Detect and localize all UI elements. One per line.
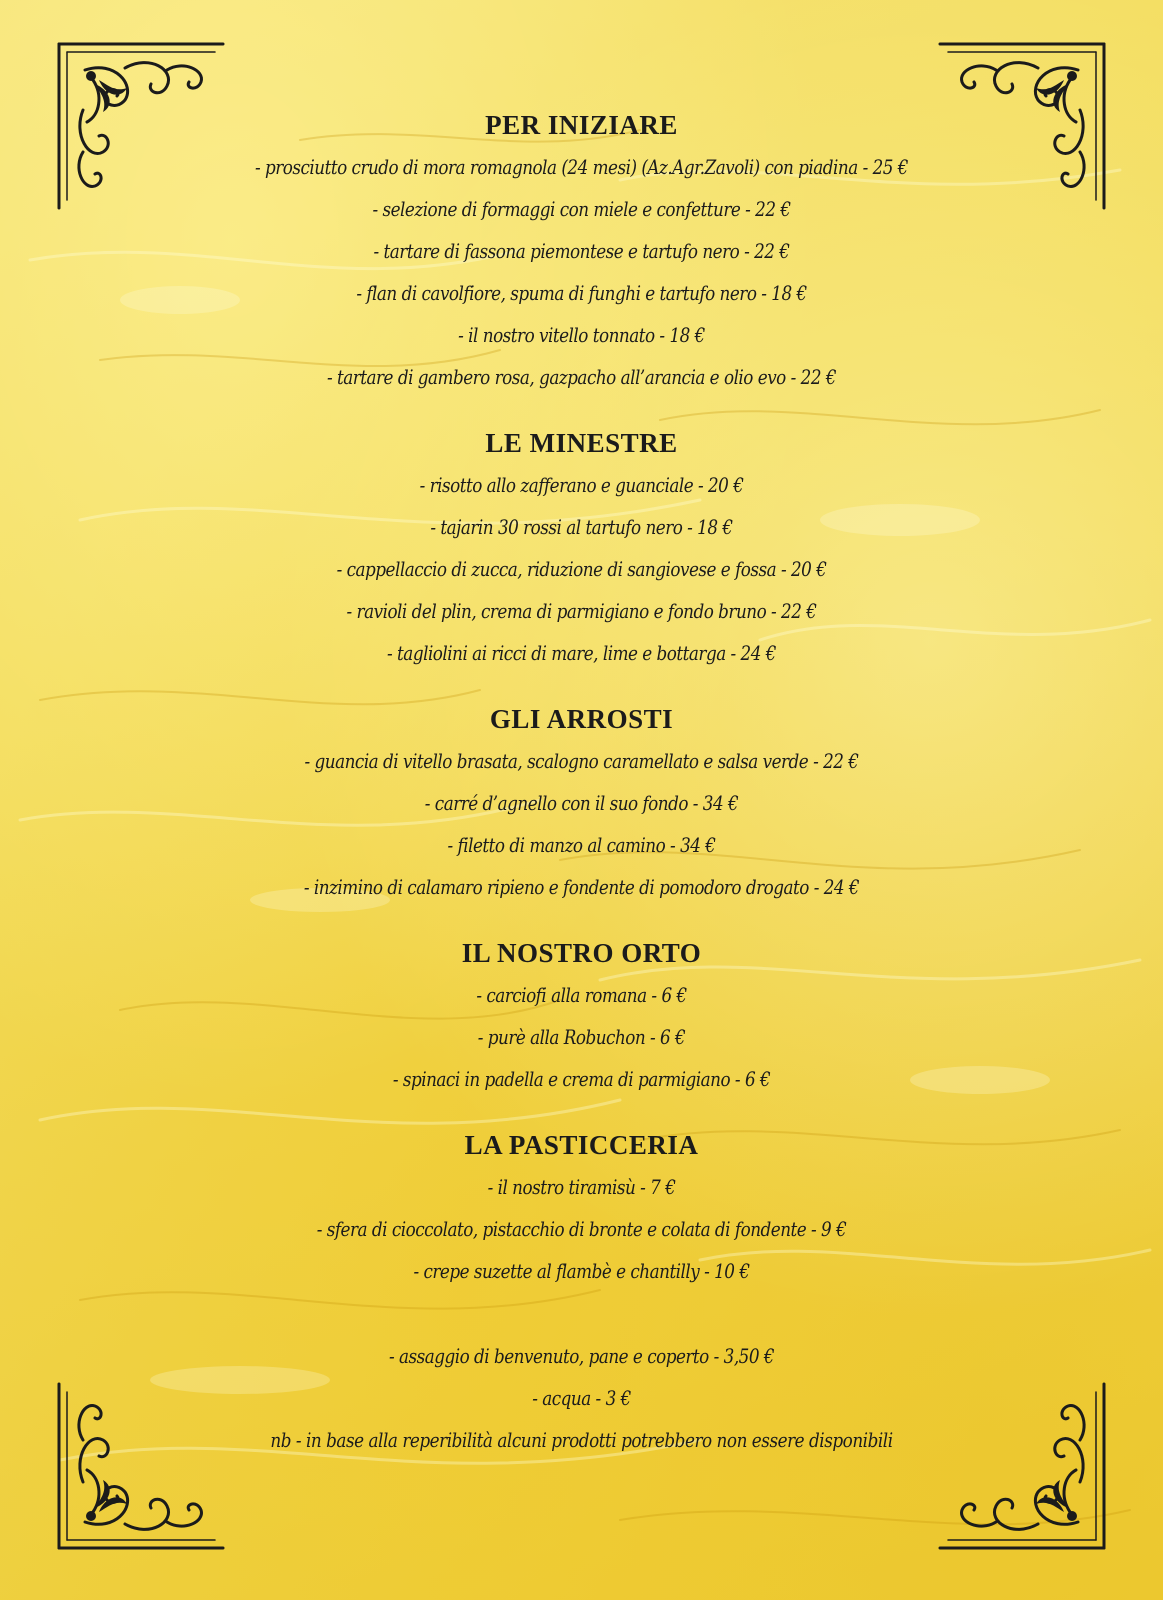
menu-item: - guancia di vitello brasata, scalogno caramellato e salsa verde - 22 €: [304, 749, 859, 773]
section-spacer: [100, 1292, 1063, 1335]
section-spacer: [100, 398, 1063, 422]
menu-item: - cappellaccio di zucca, riduzione di sangiovese e fossa - 20 €: [336, 557, 827, 581]
section-per-iniziare: [100, 104, 1063, 398]
extra-item: - acqua - 3 €: [532, 1386, 631, 1410]
menu-item: - tagliolini ai ricci di mare, lime e bottarga - 24 €: [387, 641, 776, 665]
section-il-nostro-orto: [100, 932, 1063, 1100]
availability-note: nb - in base alla reperibilità alcuni prodotti potrebbero non essere disponibili: [270, 1428, 893, 1452]
section-title: IL NOSTRO ORTO: [461, 938, 702, 968]
extras: [100, 1335, 1063, 1461]
menu-item: - sfera di cioccolato, pistacchio di bronte e colata di fondente - 9 €: [316, 1217, 847, 1241]
menu-item: - crepe suzette al flambè e chantilly - 10 €: [413, 1259, 750, 1283]
section-title: LA PASTICCERIA: [464, 1130, 699, 1160]
menu-item: - spinaci in padella e crema di parmigiano - 6 €: [392, 1067, 771, 1091]
section-gli-arrosti: [100, 698, 1063, 908]
section-title: LE MINESTRE: [485, 428, 678, 458]
section-spacer: [100, 674, 1063, 698]
menu-item: - purè alla Robuchon - 6 €: [477, 1025, 686, 1049]
menu-item: - flan di cavolfiore, spuma di funghi e tartufo nero - 18 €: [356, 281, 807, 305]
section-title: PER INIZIARE: [485, 110, 678, 140]
menu-item: - tartare di fassona piemontese e tartufo nero - 22 €: [373, 239, 790, 263]
section-title: GLI ARROSTI: [489, 704, 674, 734]
menu-item: - il nostro tiramisù - 7 €: [487, 1175, 676, 1199]
menu-item: - tajarin 30 rossi al tartufo nero - 18 €: [430, 515, 733, 539]
menu-item: - prosciutto crudo di mora romagnola (24 mesi) (Az.Agr.Zavoli) con piadina - 25 €: [255, 155, 908, 179]
section-le-minestre: [100, 422, 1063, 674]
menu-item: - filetto di manzo al camino - 34 €: [447, 833, 716, 857]
section-spacer: [100, 1100, 1063, 1124]
section-la-pasticceria: [100, 1124, 1063, 1292]
section-spacer: [100, 908, 1063, 932]
menu-item: - carciofi alla romana - 6 €: [476, 983, 687, 1007]
menu-item: - selezione di formaggi con miele e confetture - 22 €: [372, 197, 791, 221]
menu-item: - il nostro vitello tonnato - 18 €: [458, 323, 705, 347]
menu-list: [100, 104, 1063, 1461]
extra-item: - assaggio di benvenuto, pane e coperto - 3,50 €: [388, 1344, 775, 1368]
menu-item: - carré d’agnello con il suo fondo - 34 €: [424, 791, 739, 815]
menu-item: - inzimino di calamaro ripieno e fondente di pomodoro drogato - 24 €: [303, 875, 860, 899]
menu-item: - risotto allo zafferano e guanciale - 20 €: [419, 473, 744, 497]
menu-item: - ravioli del plin, crema di parmigiano e fondo bruno - 22 €: [346, 599, 817, 623]
menu-item: - tartare di gambero rosa, gazpacho all’arancia e olio evo - 22 €: [326, 365, 837, 389]
